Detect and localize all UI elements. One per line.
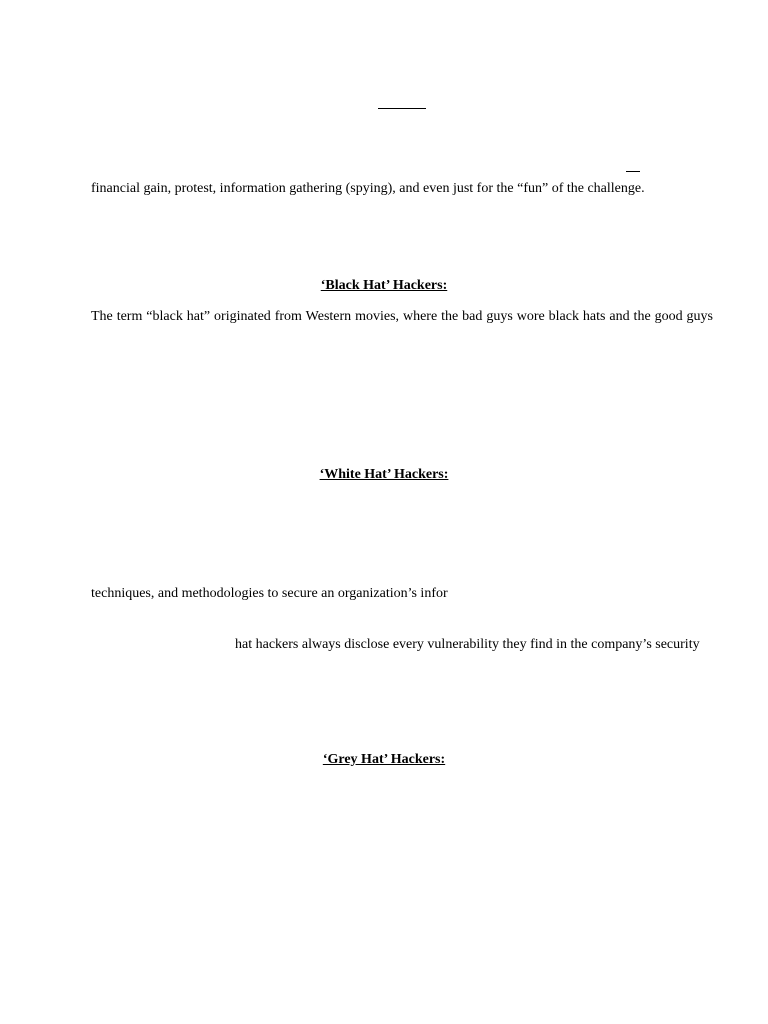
black-hat-heading: ‘Black Hat’ Hackers:	[320, 278, 448, 293]
dash-mark	[626, 171, 640, 172]
intro-paragraph-line: financial gain, protest, information gathering (spying), and even just for the “fun” of the challenge.	[91, 181, 645, 196]
black-hat-paragraph-line: The term “black hat” originated from Western movies, where the bad guys wore black hats and the good guys	[91, 309, 713, 324]
title-underline	[378, 108, 426, 109]
grey-hat-heading: ‘Grey Hat’ Hackers:	[322, 752, 446, 767]
white-hat-paragraph-line: techniques, and methodologies to secure an organization’s infor	[91, 586, 448, 601]
white-hat-paragraph-line: hat hackers always disclose every vulnerability they find in the company’s security	[235, 637, 700, 652]
white-hat-heading: ‘White Hat’ Hackers:	[319, 467, 449, 482]
